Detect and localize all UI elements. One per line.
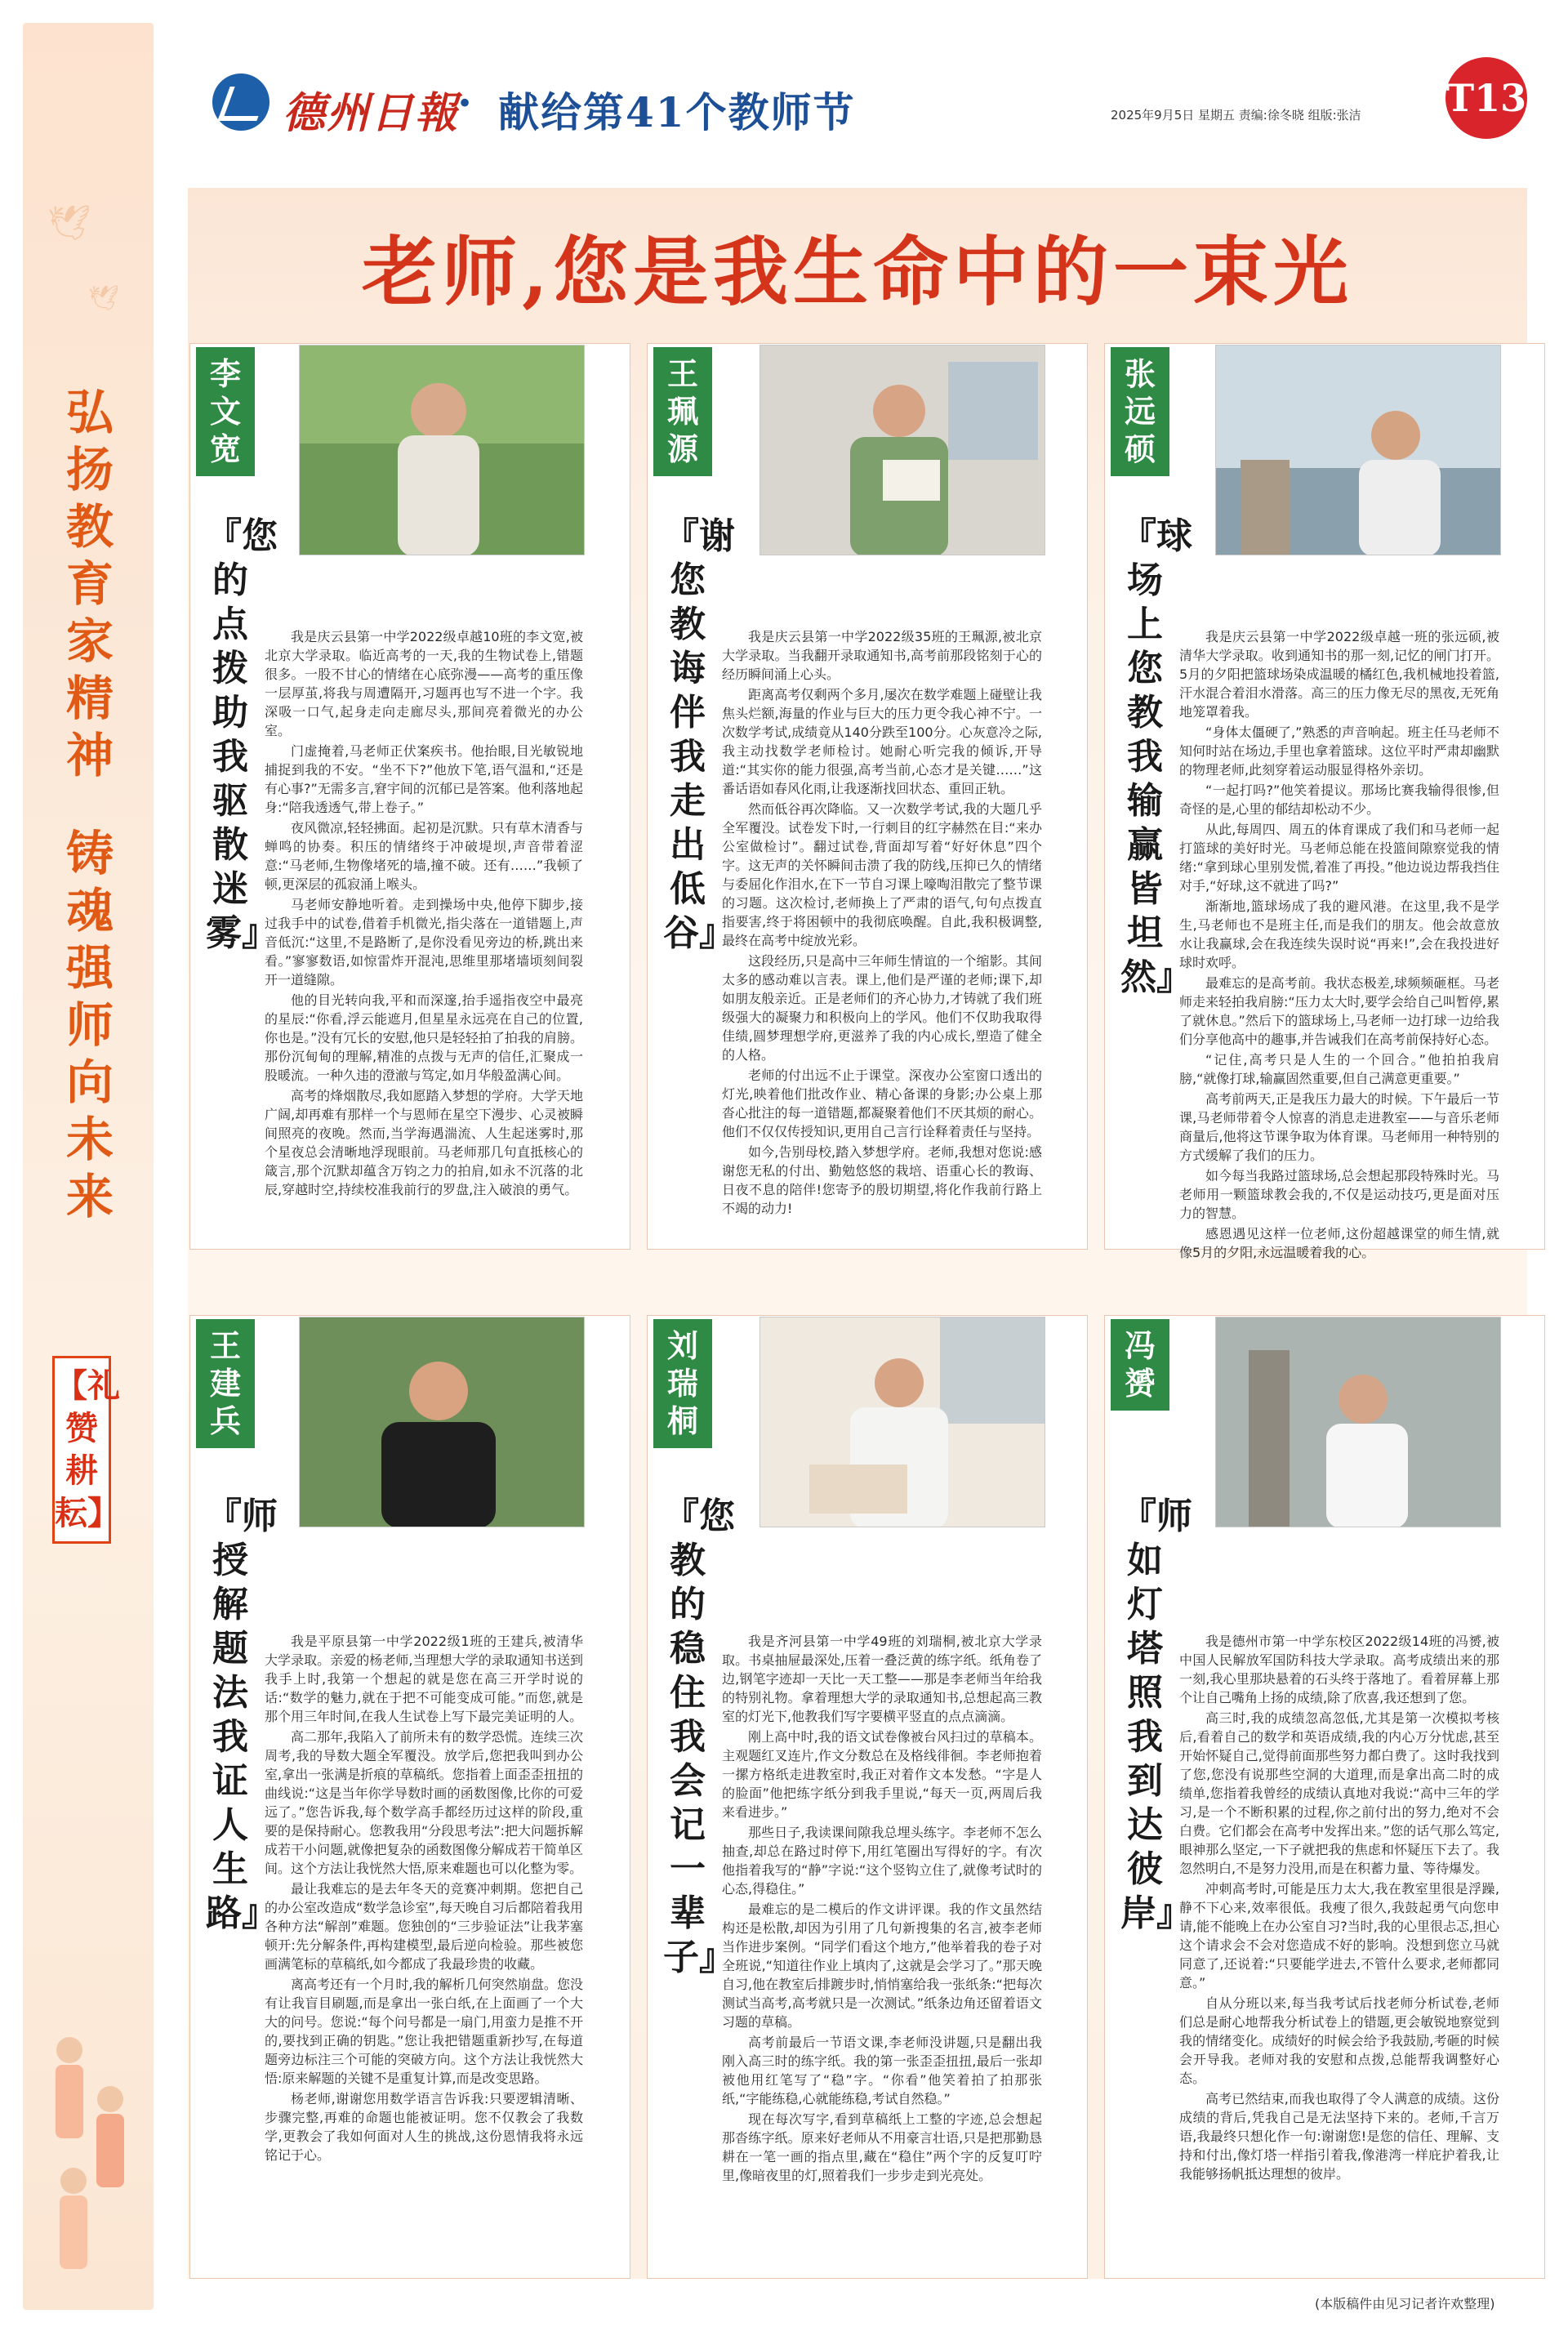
article-body: 我是齐河县第一中学49班的刘瑞桐,被北京大学录取。书桌抽屉最深处,压着一叠泛黄的练字纸。纸角卷了边,钢笔字迹却一天比一天工整——那是李老师当年给我的特别礼物。拿着理想大学的录取通知书,总想起高三教室的灯光下,他教我们写字要横平竖直的点点滴滴。 刚上高中时,我的语文试卷像被台风扫过的草稿本。主观题红叉连片,作文分数总在及格线徘徊。李老师抱着一摞方格纸走进教室时,我正对着作文本发愁。“字是人的脸面”他把练字纸分到我手里说,“每天一页,两周后我来看进步。” 那些日子,我读课间隙我总埋头练字。李老师不怎么抽查,却总在路过时停下,用红笔圈出写得好的字。有次他指着我写的“静”字说:“这个竖钩立住了,就像考试时的心态,得稳住。” 最难忘的是二模后的作文讲评课。我的作文虽然结构还是松散,却因为引用了几句新搜集的名言,被李老师当作进步案例。“同学们看这个地方,”他举着我的卷子对全班说,“知道往作业上填肉了,这就是会学习了。”那天晚自习,他在教室后排踱步时,悄悄塞给我一张纸条:“把每次测试当高考,高考就只是一次测试。”纸条边角还留着语文习题的草稿。 高考前最后一节语文课,李老师没讲题,只是翻出我刚入高三时的练字纸。我的第一张歪歪扭扭,最后一张却被他用红笔写了“稳”字。“你看”他笑着拍了拍那张纸,“字能练稳,心就能练稳,考试自然稳。” 现在每次写字,看到草稿纸上工整的字迹,总会想起那沓练字纸。原来好老师从不用豪言壮语,只是把那勤恳耕在一笔一画的指点里,藏在“稳住”两个字的反复叮咛里,像暗夜里的灯,照着我们一步步走到光亮处。 <box>722 1634 1042 2183</box>
newspaper-logo-icon <box>212 74 270 131</box>
student-name: 刘瑞桐 <box>653 1319 712 1448</box>
article-body: 我是庆云县第一中学2022级35班的王珮源,被北京大学录取。当我翻开录取通知书,高考前那段铭刻于心的经历瞬间涌上心头。 距离高考仅剩两个多月,屡次在数学难题上碰壁让我焦头烂额,海量的作业与巨大的压力更令我心神不宁。一次数学考试,成绩竟从140分跌至100分。心灰意冷之际,我主动找数学老师检讨。她耐心听完我的倾诉,开导道:“其实你的能力很强,高考当前,心态才是关键……”这番话语如春风化雨,让我逐渐找回状态、重回正轨。 然而低谷再次降临。又一次数学考试,我的大题几乎全军覆没。试卷发下时,一行刺目的红字赫然在目:“来办公室做检讨”。翻过试卷,背面却写着“好好休息”四个字。这无声的关怀瞬间击溃了我的防线,压抑已久的情绪与委屈化作泪水,在下一节自习课上嚎啕泪散完了整节课的习题。这次检讨,老师换上了严肃的语气,句句点拨直指要害,终于将困顿中的我彻底唤醒。自此,我积极调整,最终在高考中绽放光彩。 这段经历,只是高中三年师生情谊的一个缩影。其间太多的感动难以言表。课上,他们是严谨的老师;课下,却如朋友般亲近。正是老师们的齐心协力,才铸就了我们班级强大的凝聚力和积极向上的学风。他们不仅助我取得佳绩,圆梦理想学府,更滋养了我的内心成长,塑造了健全的人格。 老师的付出远不止于课堂。深夜办公室窗口透出的灯光,映着他们批改作业、精心备课的身影;办公桌上那沓心批注的每一道错题,都凝聚着他们不厌其烦的耐心。他们不仅仅传授知识,更用自己言行诠释着责任与坚持。 如今,告别母校,踏入梦想学府。老师,我想对您说:感谢您无私的付出、勤勉悠悠的栽培、语重心长的教诲、日夜不息的陪伴!您寄予的殷切期望,将化作我前行路上不竭的动力! <box>722 629 1042 1216</box>
student-photo <box>299 345 585 555</box>
student-photo <box>1215 1317 1501 1527</box>
student-name: 冯赟 <box>1111 1319 1169 1411</box>
student-photo <box>299 1317 585 1527</box>
student-name: 李文宽 <box>196 347 255 476</box>
footer-note: (本版稿件由见习记者许欢整理) <box>1315 2296 1495 2311</box>
page-header <box>188 49 1527 139</box>
dove-icon: 🕊 <box>47 203 91 243</box>
slogan-line-2: 铸魂强师向未来 <box>65 826 114 1224</box>
dove-icon: 🕊 <box>88 284 120 313</box>
student-photo <box>760 1317 1045 1527</box>
student-name: 张远硕 <box>1111 347 1169 476</box>
article-body: 我是德州市第一中学东校区2022级14班的冯赟,被中国人民解放军国防科技大学录取。高考成绩出来的那一刻,我心里那块悬着的石头终于落地了。看着屏幕上那个让自己嘴角上扬的成绩,除了欣喜,我还想到了您。 高三时,我的成绩忽高忽低,尤其是第一次模拟考核后,看着自己的数学和英语成绩,我的内心万分忧虑,甚至开始怀疑自己,觉得前面那些努力都白费了。这时我找到了您,您没有说那些空洞的大道理,而是拿出高二时的成绩单,您指着我曾经的成绩认真地对我说:“高中三年的学习,是一个不断积累的过程,你之前付出的努力,绝对不会白费。它们都会在高考中发挥出来。”您的话气那么笃定,眼神那么坚定,一下子就把我的焦虑和怀疑压下去了。我忽然明白,不是努力没用,而是在积蓄力量、等待爆发。 冲刺高考时,可能是压力太大,我在教室里很是浮躁,静不下心来,效率很低。我瘦了很久,我鼓起勇气向您申请,能不能晚上在办公室自习?当时,我的心里很忐忑,担心这个请求会不会对您造成不好的影响。没想到您立马就同意了,还说着:“只要能学进去,不管什么要求,老师都同意。” 自从分班以来,每当我考试后找老师分析试卷,老师们总是耐心地帮我分析试卷上的错题,更会敏锐地察觉到我的情绪变化。成绩好的时候会给予我鼓励,考砸的时候会开导我。老师对我的安慰和点拨,总能帮我调整好心态。 高考已然结束,而我也取得了令人满意的成绩。这份成绩的背后,凭我自己是无法坚持下来的。老师,千言万语,我最终只想化作一句:谢谢您!是您的信任、理解、支持和付出,像灯塔一样指引着我,像港湾一样庇护着我,让我能够扬帆抵达理想的彼岸。 <box>1179 1634 1499 2182</box>
student-name: 王珮源 <box>653 347 712 476</box>
article-body: 我是庆云县第一中学2022级卓越一班的张远硕,被清华大学录取。收到通知书的那一刻,记忆的闸门打开。5月的夕阳把篮球场染成温暖的橘红色,我机械地投着篮,汗水混合着泪水滑落。高三的压力像无尽的黑夜,无死角地笼罩着我。 “身体太僵硬了,”熟悉的声音响起。班主任马老师不知何时站在场边,手里也拿着篮球。这位平时严肃却幽默的物理老师,此刻穿着运动服显得格外亲切。 “一起打吗?”他笑着提议。那场比赛我输得很惨,但奇怪的是,心里的郁结却松动不少。 从此,每周四、周五的体育课成了我们和马老师一起打篮球的美好时光。马老师总能在投篮间隙察觉我的情绪:“拿到球心里别发慌,着准了再投。”他边说边帮我挡住对手,“好球,这不就进了吗?” 渐渐地,篮球场成了我的避风港。在这里,我不是学生,马老师也不是班主任,而是我们的朋友。他会故意放水让我赢球,会在我连续失误时说“再来!”,会在我投进好球时欢呼。 最难忘的是高考前。我状态极差,球频频砸框。马老师走来轻拍我肩膀:“压力太大时,要学会给自己叫暂停,累了就休息。”然后下的篮球场上,马老师一边打球一边给我们分享他高中的趣事,并告诫我们在高考前保持好心态。 “记住,高考只是人生的一个回合。”他拍拍我肩膀,“就像打球,输赢固然重要,但自己满意更重要。” 高考前两天,正是我压力最大的时候。下午最后一节课,马老师带着令人惊喜的消息走进教室——与音乐老师商量后,他将这节课争取为体育课。马老师用一种特别的方式缓解了我们的压力。 如今每当我路过篮球场,总会想起那段特殊时光。马老师用一颗篮球教会我的,不仅是运动技巧,更是面对压力的智慧。 感恩遇见这样一位老师,这份超越课堂的师生情,就像5月的夕阳,永远温暖着我的心。 <box>1179 629 1499 1260</box>
article-body: 我是平原县第一中学2022级1班的王建兵,被清华大学录取。亲爱的杨老师,当理想大学的录取通知书送到我手上时,我第一个想起的就是您在高三开学时说的话:“数学的魅力,就在于把不可能变成可能。”而您,就是那个用三年时间,在我人生试卷上写下最完美证明的人。 高二那年,我陷入了前所未有的数学恐慌。连续三次周考,我的导数大题全军覆没。放学后,您把我叫到办公室,拿出一张满是折痕的草稿纸。您指着上面歪歪扭扭的曲线说:“这是当年你学导数时画的函数图像,比你的可爱远了。”您告诉我,每个数学高手都经历过这样的阶段,重要的是保持耐心。您教我用“分段思考法”:把大问题拆解成若干小问题,就像把复杂的函数图像分解成若干简单区间。这个方法让我恍然大悟,原来难题也可以化整为零。 最让我难忘的是去年冬天的竞赛冲刺期。您把自己的办公室改造成“数学急诊室”,每天晚自习后都陪着我用各种方法“解剖”难题。您独创的“三步验证法”让我茅塞顿开:先分解条件,再构建模型,最后逆向检验。那些被您画满笔标的草稿纸,如今都成了我最珍贵的收藏。 离高考还有一个月时,我的解析几何突然崩盘。您没有让我盲目刷题,而是拿出一张白纸,在上面画了一个大大的问号。您说:“每个问号都是一扇门,用蛮力是推不开的,要找到正确的钥匙。”您让我把错题重新抄写,在每道题旁边标注三个可能的突破方向。这个方法让我恍然大悟:原来解题的关键不是重复计算,而是改变思路。 杨老师,谢谢您用数学语言告诉我:只要逻辑清晰、步骤完整,再难的命题也能被证明。您不仅教会了我数学,更教会了我如何面对人生的挑战,这份恩情我将永远铭记于心。 <box>265 1634 583 2163</box>
students-illustration <box>33 2017 147 2295</box>
slogan-line-1: 弘扬教育家精神 <box>65 385 114 783</box>
column-tag: 【礼赞耕耘】 <box>52 1356 111 1544</box>
article-quote: 『您的点拨助我驱散迷雾』 <box>206 515 278 954</box>
student-photo <box>760 345 1045 555</box>
student-photo <box>1215 345 1501 555</box>
issue-meta: 2025年9月5日 星期五 责编:徐冬晓 组版:张洁 <box>1111 108 1361 123</box>
article-body: 我是庆云县第一中学2022级卓越10班的李文宽,被北京大学录取。临近高考的一天,我的生物试卷上,错题很多。一股不甘心的情绪在心底弥漫——高考的重压像一层厚茧,将我与周遭隔开,习题再也写不进一个字。我深吸一口气,起身走向走廊尽头,那间亮着微光的办公室。 门虚掩着,马老师正伏案疾书。他抬眼,目光敏锐地捕捉到我的不安。“坐不下?”他放下笔,语气温和,“还是有心事?”无需多言,窘宇间的沉郁已是答案。他利落地起身:“陪我透透气,带上卷子。” 夜风微凉,轻轻拂面。起初是沉默。只有草木清香与蝉鸣的协奏。积压的情绪终于冲破堤坝,声音带着涩意:“马老师,生物像堵死的墙,撞不破。还有……”我顿了顿,更深层的孤寂涌上喉头。 马老师安静地听着。走到操场中央,他停下脚步,接过我手中的试卷,借着手机微光,指尖落在一道错题上,声音低沉:“这里,不是路断了,是你没看见旁边的桥,跳出来看。”寥寥数语,如惊雷炸开混沌,思维里那堵墙顷刻间裂开一道缝隙。 他的目光转向我,平和而深邃,抬手遥指夜空中最亮的星辰:“你看,浮云能遮月,但星星永远亮在自己的位置,你也是。”没有冗长的安慰,他只是轻轻拍了拍我的肩膀。那份沉甸甸的理解,精准的点拨与无声的信任,汇聚成一股暖流。一种久违的澄澈与笃定,如月华般盈满心间。 高考的烽烟散尽,我如愿踏入梦想的学府。大学天地广阔,却再难有那样一个与恩师在星空下漫步、心灵被瞬间照亮的夜晚。然而,当学海遇湍流、人生起迷雾时,那个星夜总会清晰地浮现眼前。马老师那几句直抵核心的箴言,那个沉默却蕴含万钧之力的拍肩,如永不沉落的北辰,穿越时空,持续校准我前行的罗盘,注入破浪的勇气。 <box>265 629 583 1197</box>
article-quote: 『师如灯塔照我到达彼岸』 <box>1120 1496 1192 1934</box>
separator-dot: · <box>457 78 473 128</box>
special-title: 献给第41个教师节 <box>498 88 856 136</box>
slogan <box>57 384 122 1225</box>
article-quote: 『球场上您教我输赢皆坦然』 <box>1120 515 1192 998</box>
article-quote: 『师授解题法我证人生路』 <box>206 1496 278 1934</box>
newspaper-name: 德州日報 <box>283 88 460 138</box>
article-quote: 『谢您教诲伴我走出低谷』 <box>663 515 735 954</box>
page-title: 老师,您是我生命中的一束光 <box>361 228 1354 316</box>
student-name: 王建兵 <box>196 1319 255 1448</box>
page-number-badge: T13 <box>1446 57 1527 139</box>
article-quote: 『您教的稳住我会记一辈子』 <box>663 1496 735 1978</box>
